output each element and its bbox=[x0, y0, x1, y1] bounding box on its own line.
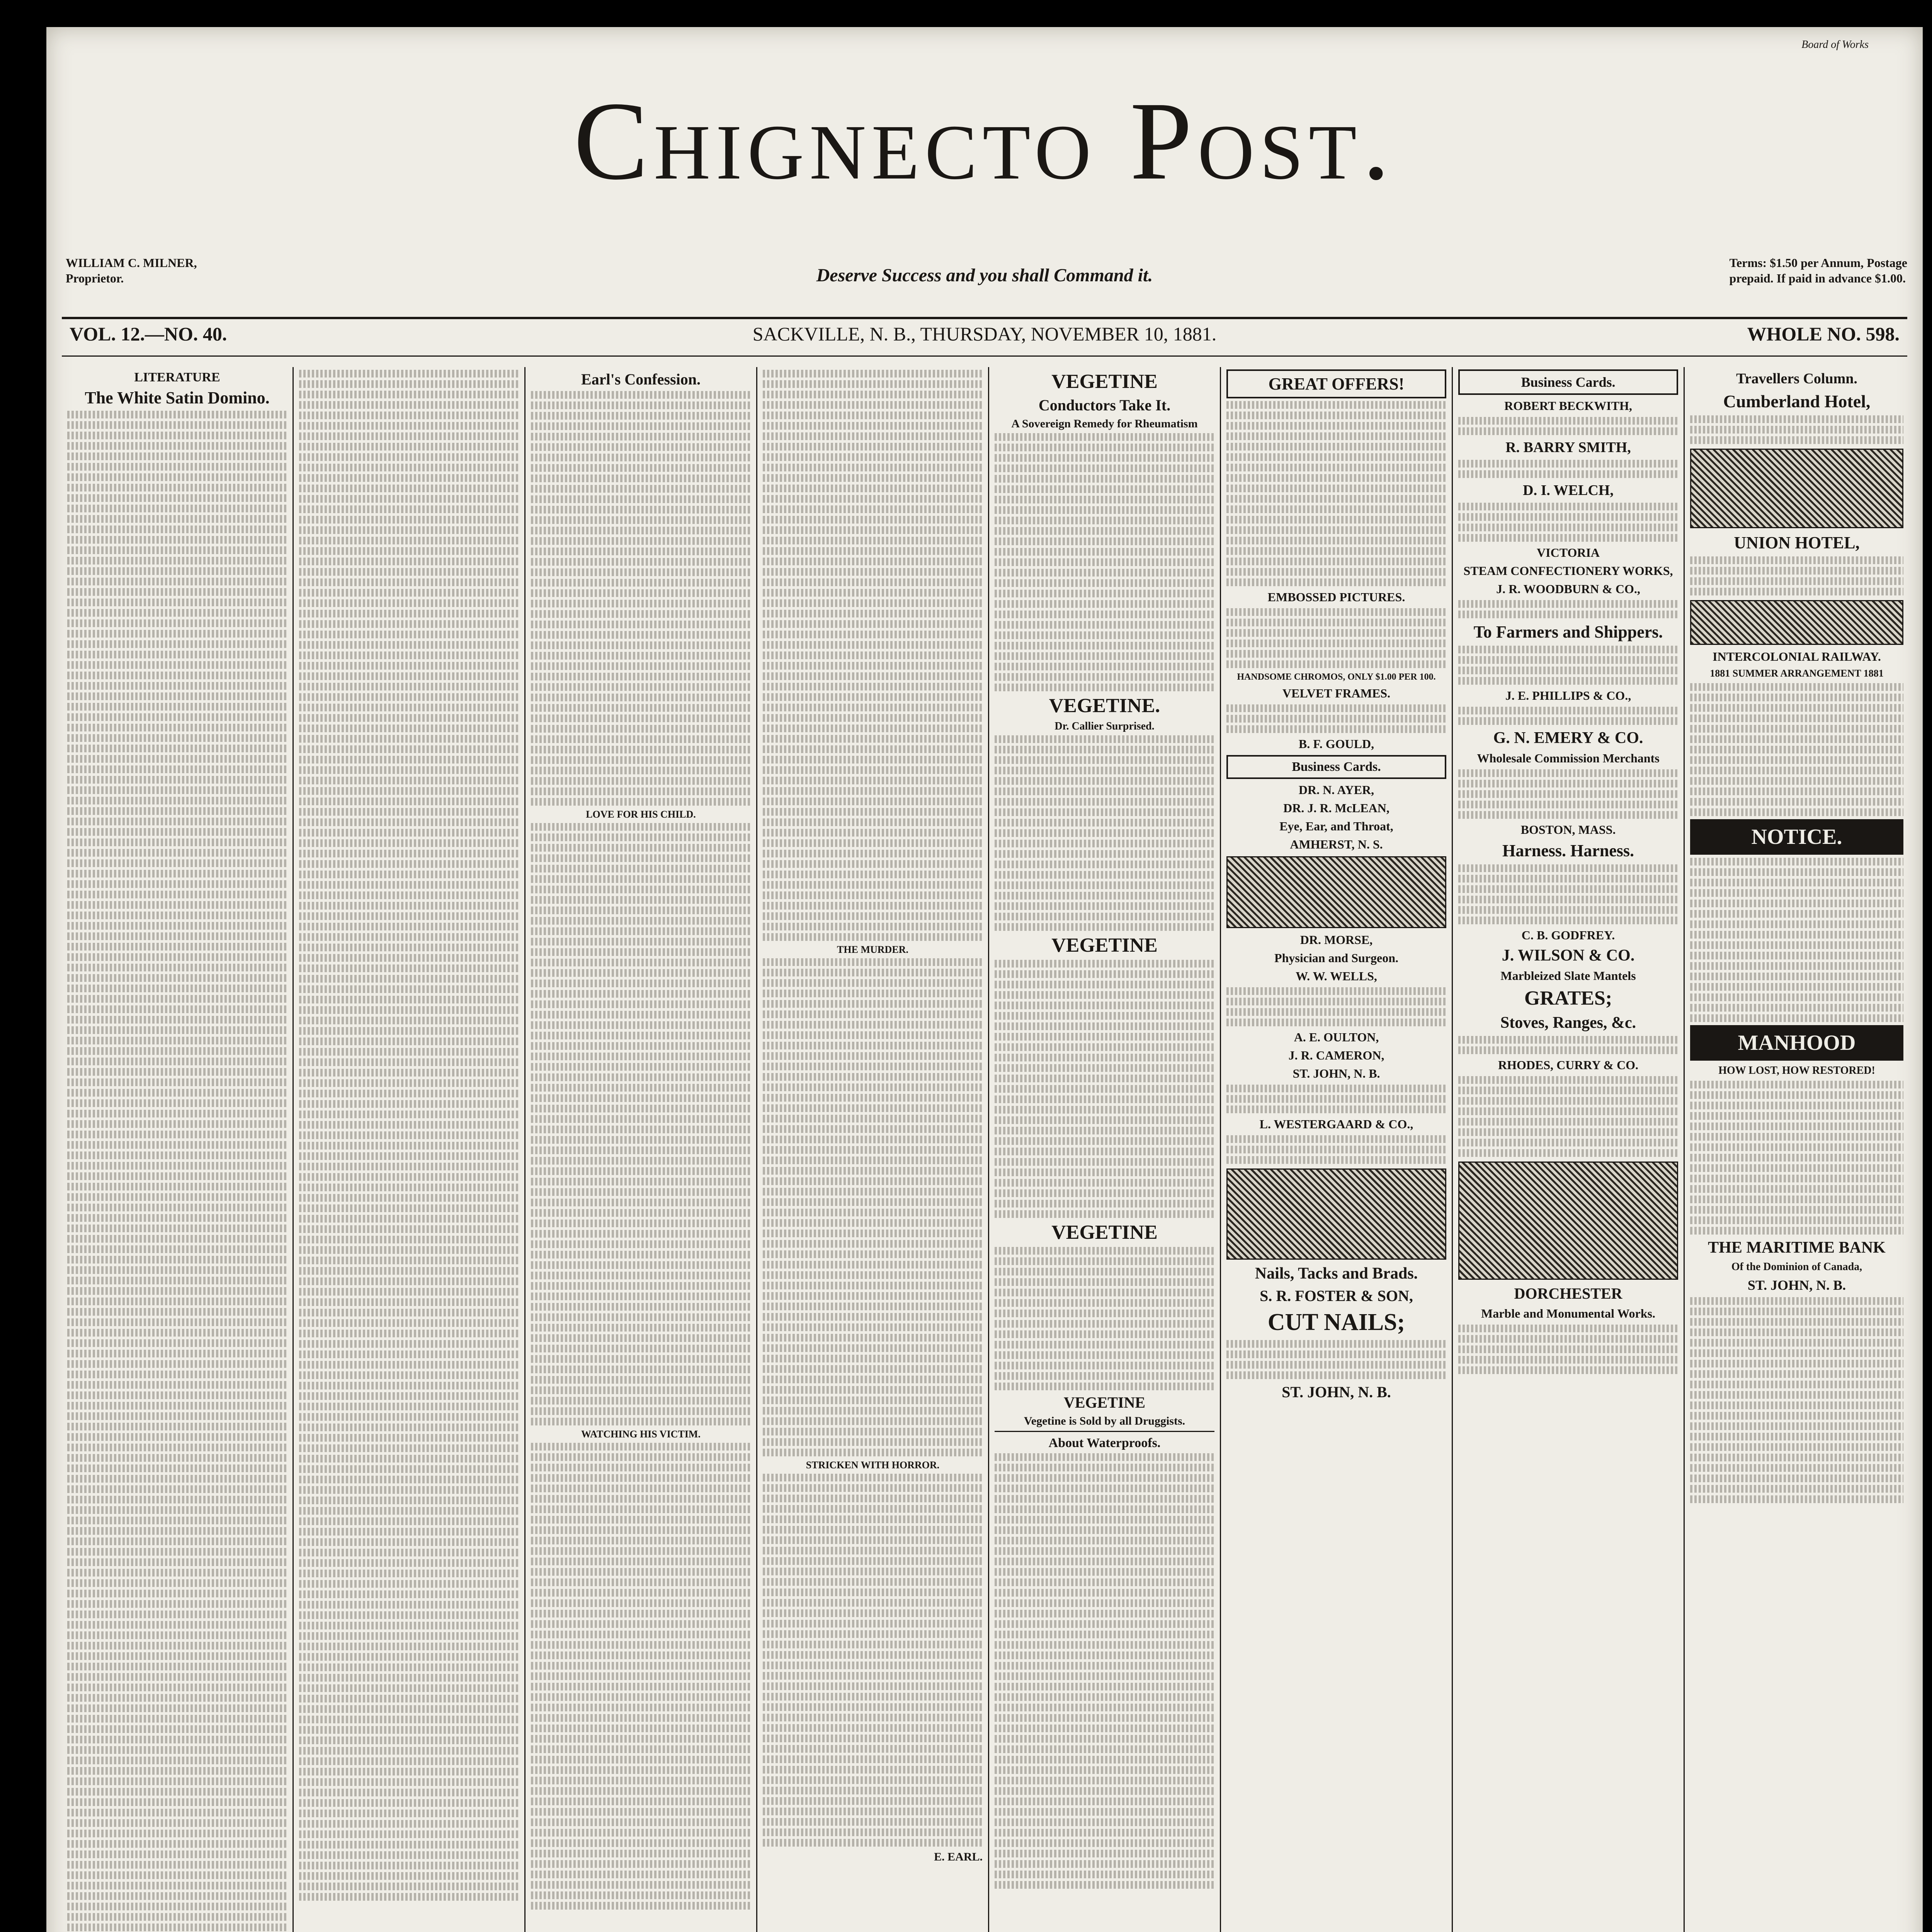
section-heading: Travellers Column. bbox=[1736, 371, 1857, 387]
whole-number: WHOLE NO. 598. bbox=[1747, 323, 1900, 345]
subheading: LOVE FOR HIS CHILD. bbox=[586, 809, 696, 820]
column-literature bbox=[62, 367, 294, 1932]
article-title: About Waterproofs. bbox=[995, 1431, 1214, 1451]
article-body bbox=[531, 823, 751, 1425]
manhood-banner: MANHOOD bbox=[1690, 1025, 1903, 1061]
ad-body bbox=[1458, 1325, 1678, 1374]
ad-title: Harness. Harness. bbox=[1502, 841, 1634, 860]
card-name: L. WESTERGAARD & CO., bbox=[1259, 1117, 1413, 1131]
ad-body bbox=[1458, 864, 1678, 924]
card-name: DR. MORSE, bbox=[1300, 933, 1373, 947]
ad-body bbox=[1690, 1297, 1903, 1503]
ad-title: Stoves, Ranges, &c. bbox=[1500, 1014, 1636, 1032]
rule bbox=[62, 355, 1907, 357]
ad-title: CUT NAILS; bbox=[1267, 1309, 1405, 1335]
column-offers-cards bbox=[1221, 367, 1453, 1932]
card-name: DORCHESTER bbox=[1514, 1285, 1622, 1302]
column-confession-continued bbox=[757, 367, 989, 1932]
ad-body bbox=[1226, 608, 1446, 668]
subheading: STRICKEN WITH HORROR. bbox=[806, 1459, 940, 1471]
ad-title: HANDSOME CHROMOS, ONLY $1.00 PER 100. bbox=[1237, 672, 1436, 682]
ad-title: EMBOSSED PICTURES. bbox=[1267, 590, 1405, 604]
ad-body bbox=[995, 735, 1214, 931]
column-travellers bbox=[1685, 367, 1909, 1932]
card-name: D. I. WELCH, bbox=[1523, 482, 1614, 498]
ad-body bbox=[1458, 1036, 1678, 1054]
card-name: ROBERT BECKWITH, bbox=[1504, 399, 1632, 413]
ad-subtitle: Dr. Callier Surprised. bbox=[1054, 720, 1155, 732]
column-business-cards bbox=[1453, 367, 1685, 1932]
ad-title: GRATES; bbox=[1524, 987, 1612, 1009]
ad-body bbox=[1690, 1081, 1903, 1235]
ad-body bbox=[1226, 1085, 1446, 1113]
column-earls-confession bbox=[526, 367, 757, 1932]
ad-title: VEGETINE bbox=[1051, 934, 1158, 956]
columns bbox=[62, 367, 1909, 1932]
subheading: THE MURDER. bbox=[837, 944, 908, 955]
ad-body bbox=[1458, 646, 1678, 685]
card-line: ST. JOHN, N. B. bbox=[1747, 1277, 1846, 1293]
card-name: W. W. WELLS, bbox=[1296, 969, 1377, 983]
ad-title: S. R. FOSTER & SON, bbox=[1260, 1287, 1413, 1304]
article-body bbox=[531, 391, 751, 806]
shop-sign-engraving bbox=[1226, 1168, 1446, 1260]
card-name: DR. N. AYER, bbox=[1298, 783, 1374, 797]
volume-number: VOL. 12.—NO. 40. bbox=[70, 323, 227, 345]
article-body bbox=[763, 958, 983, 1456]
story-body bbox=[299, 370, 519, 1901]
ticket-engraving bbox=[1690, 449, 1903, 528]
article-body bbox=[763, 370, 983, 941]
ad-body bbox=[1458, 600, 1678, 618]
card-line: AMHERST, N. S. bbox=[1290, 837, 1383, 851]
card-name: VICTORIA bbox=[1537, 546, 1600, 560]
card-line: Eye, Ear, and Throat, bbox=[1279, 819, 1393, 833]
card-name: J. WILSON & CO. bbox=[1502, 947, 1635, 964]
article-body bbox=[995, 1453, 1214, 1889]
article-signature: E. EARL. bbox=[934, 1850, 983, 1863]
ad-body bbox=[995, 960, 1214, 1218]
rule bbox=[62, 317, 1907, 319]
proprietor-line: WILLIAM C. MILNER, Proprietor. bbox=[66, 256, 197, 285]
card-name: J. E. PHILLIPS & CO., bbox=[1505, 689, 1631, 702]
ad-title: VELVET FRAMES. bbox=[1282, 686, 1391, 700]
ad-body bbox=[1690, 683, 1903, 816]
archive-stamp: Board of Works bbox=[1801, 39, 1869, 51]
card-line: Wholesale Commission Merchants bbox=[1477, 751, 1660, 765]
ad-title: Nails, Tacks and Brads. bbox=[1255, 1265, 1418, 1282]
column-story-continued bbox=[294, 367, 526, 1932]
story-body bbox=[67, 411, 287, 1931]
story-title: The White Satin Domino. bbox=[85, 388, 270, 407]
card-line: BOSTON, MASS. bbox=[1520, 823, 1616, 837]
ad-subtitle: Conductors Take It. bbox=[1038, 396, 1171, 414]
ad-body bbox=[1458, 707, 1678, 725]
organ-engraving bbox=[1458, 1162, 1678, 1280]
card-name: R. BARRY SMITH, bbox=[1505, 439, 1631, 456]
card-name: RHODES, CURRY & CO. bbox=[1498, 1058, 1639, 1072]
ad-title: VEGETINE bbox=[1063, 1394, 1146, 1411]
train-engraving bbox=[1690, 600, 1903, 645]
ad-body bbox=[1458, 769, 1678, 819]
ad-line: A Sovereign Remedy for Rheumatism bbox=[1011, 417, 1198, 430]
masthead-title: Chignecto Post. bbox=[573, 79, 1396, 203]
ad-title: THE MARITIME BANK bbox=[1708, 1239, 1886, 1257]
ad-body bbox=[1226, 401, 1446, 586]
ad-body bbox=[1226, 1340, 1446, 1379]
card-line: Physician and Surgeon. bbox=[1274, 951, 1398, 965]
card-line: ST. JOHN, N. B. bbox=[1282, 1383, 1391, 1401]
dateline bbox=[62, 323, 1907, 350]
card-line: Marble and Monumental Works. bbox=[1481, 1306, 1655, 1320]
ad-title: To Farmers and Shippers. bbox=[1473, 622, 1663, 641]
article-title: Earl's Confession. bbox=[581, 371, 701, 388]
card-name: J. R. CAMERON, bbox=[1288, 1048, 1384, 1062]
ad-title: GREAT OFFERS! bbox=[1226, 369, 1446, 398]
subheading: WATCHING HIS VICTIM. bbox=[581, 1429, 701, 1440]
ad-body bbox=[1458, 503, 1678, 542]
subscription-terms: Terms: $1.50 per Annum, Postage prepaid. If paid in advance $1.00. bbox=[1729, 256, 1907, 285]
article-body bbox=[763, 1474, 983, 1847]
newspaper-page bbox=[46, 27, 1923, 1932]
ad-body bbox=[1690, 556, 1903, 595]
card-name: G. N. EMERY & CO. bbox=[1493, 729, 1643, 747]
eye-sign-engraving bbox=[1226, 856, 1446, 928]
ad-body bbox=[995, 433, 1214, 691]
card-name: DR. J. R. McLEAN, bbox=[1283, 801, 1389, 815]
ad-line: Of the Dominion of Canada, bbox=[1731, 1261, 1862, 1273]
ad-title: INTERCOLONIAL RAILWAY. bbox=[1713, 650, 1881, 663]
ad-body bbox=[1690, 415, 1903, 444]
ad-title: VEGETINE. bbox=[1049, 695, 1160, 717]
column-vegetine-ads bbox=[989, 367, 1221, 1932]
motto: Deserve Success and you shall Command it. bbox=[816, 265, 1153, 286]
place-date: SACKVILLE, N. B., THURSDAY, NOVEMBER 10, 1881. bbox=[752, 323, 1217, 345]
ad-title: VEGETINE bbox=[1051, 1221, 1158, 1243]
ad-body bbox=[1458, 1076, 1678, 1157]
section-heading: Business Cards. bbox=[1226, 755, 1446, 779]
ad-body bbox=[1458, 460, 1678, 478]
notice-banner: NOTICE. bbox=[1690, 819, 1903, 855]
ad-line: 1881 SUMMER ARRANGEMENT 1881 bbox=[1710, 668, 1884, 679]
section-heading: Business Cards. bbox=[1458, 369, 1678, 395]
card-line: Marbleized Slate Mantels bbox=[1500, 969, 1636, 983]
card-name: J. R. WOODBURN & CO., bbox=[1496, 582, 1640, 596]
ad-body bbox=[1690, 858, 1903, 1022]
card-name: A. E. OULTON, bbox=[1294, 1030, 1379, 1044]
card-name: Cumberland Hotel, bbox=[1723, 391, 1871, 411]
card-name: C. B. GODFREY. bbox=[1521, 928, 1615, 942]
ad-body bbox=[1226, 704, 1446, 733]
article-body bbox=[531, 1443, 751, 1910]
ad-title: VEGETINE bbox=[1051, 371, 1158, 393]
ad-body bbox=[1226, 987, 1446, 1026]
ad-body bbox=[1226, 1135, 1446, 1164]
ad-body bbox=[995, 1247, 1214, 1390]
card-line: ST. JOHN, N. B. bbox=[1293, 1066, 1380, 1080]
ad-title: B. F. GOULD, bbox=[1298, 737, 1374, 751]
ad-line: Vegetine is Sold by all Druggists. bbox=[1024, 1415, 1185, 1427]
card-line: STEAM CONFECTIONERY WORKS, bbox=[1463, 564, 1673, 578]
ad-body bbox=[1458, 417, 1678, 435]
ad-line: HOW LOST, HOW RESTORED! bbox=[1718, 1065, 1875, 1077]
section-heading: LITERATURE bbox=[134, 370, 220, 384]
card-name: UNION HOTEL, bbox=[1734, 533, 1860, 552]
